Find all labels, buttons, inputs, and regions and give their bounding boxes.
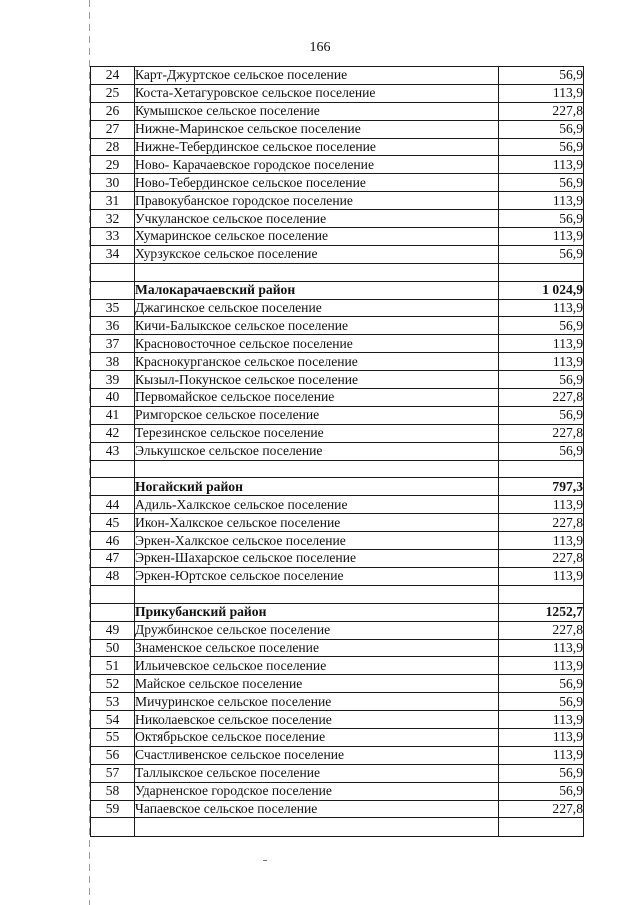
settlement-name: Таллыкское сельское поселение: [135, 764, 499, 782]
row-number: 28: [91, 138, 135, 156]
settlement-name: Кызыл-Покунское сельское поселение: [135, 371, 499, 389]
table-row: [91, 550, 584, 568]
row-value: 56,9: [499, 442, 584, 460]
table-row: [91, 782, 584, 800]
settlement-name: Ново- Карачаевское городское поселение: [135, 156, 499, 174]
row-number: 31: [91, 192, 135, 210]
settlement-name: Нижне-Маринское сельское поселение: [135, 120, 499, 138]
settlement-name: Карт-Джуртское сельское поселение: [135, 67, 499, 85]
settlement-name: Хурзукское сельское поселение: [135, 245, 499, 263]
row-value: 56,9: [499, 371, 584, 389]
row-number: 59: [91, 800, 135, 818]
table-row: [91, 728, 584, 746]
settlement-name: Мичуринское сельское поселение: [135, 693, 499, 711]
settlement-name: Ново-Тебердинское сельское поселение: [135, 174, 499, 192]
row-number: 26: [91, 102, 135, 120]
row-value: 113,9: [499, 156, 584, 174]
table-row: [91, 746, 584, 764]
table-row: [91, 192, 584, 210]
row-value: 227,8: [499, 621, 584, 639]
row-value: 113,9: [499, 299, 584, 317]
table-row: [91, 639, 584, 657]
table-row: [91, 800, 584, 818]
row-value: 56,9: [499, 406, 584, 424]
table-row: [91, 621, 584, 639]
settlement-name: Майское сельское поселение: [135, 675, 499, 693]
settlements-table: [90, 66, 584, 837]
row-value: 113,9: [499, 532, 584, 550]
row-number-empty: [91, 603, 135, 621]
district-name: Прикубанский район: [135, 603, 499, 621]
district-total: 1252,7: [499, 603, 584, 621]
row-value: 56,9: [499, 764, 584, 782]
page-number: 166: [309, 40, 331, 55]
empty-cell: [499, 460, 584, 478]
row-value: 113,9: [499, 84, 584, 102]
table-row: [91, 424, 584, 442]
settlement-name: Красновосточное сельское поселение: [135, 335, 499, 353]
empty-cell: [135, 818, 499, 837]
row-number: 46: [91, 532, 135, 550]
row-value: 113,9: [499, 353, 584, 371]
row-number: 25: [91, 84, 135, 102]
row-number: 47: [91, 550, 135, 568]
row-value: 227,8: [499, 800, 584, 818]
row-value: 113,9: [499, 639, 584, 657]
table-row: [91, 102, 584, 120]
table-row: [91, 711, 584, 729]
row-value: 113,9: [499, 335, 584, 353]
row-value: 56,9: [499, 317, 584, 335]
district-total: 797,3: [499, 478, 584, 496]
settlement-name: Дружбинское сельское поселение: [135, 621, 499, 639]
table-row: [91, 120, 584, 138]
district-name: Малокарачаевский район: [135, 281, 499, 299]
empty-cell: [91, 585, 135, 603]
row-number: 29: [91, 156, 135, 174]
settlement-name: Ильичевское сельское поселение: [135, 657, 499, 675]
row-value: 227,8: [499, 389, 584, 407]
row-value: 113,9: [499, 496, 584, 514]
table-row: [91, 138, 584, 156]
settlement-name: Чапаевское сельское поселение: [135, 800, 499, 818]
table-row: [91, 156, 584, 174]
table-row: [91, 693, 584, 711]
blank-row: [91, 460, 584, 478]
district-name: Ногайский район: [135, 478, 499, 496]
row-number: 42: [91, 424, 135, 442]
settlement-name: Римгорское сельское поселение: [135, 406, 499, 424]
row-number: 57: [91, 764, 135, 782]
table-body: [91, 67, 584, 837]
blank-row: [91, 263, 584, 281]
row-value: 227,8: [499, 514, 584, 532]
scan-speck: [263, 860, 267, 861]
row-value: 113,9: [499, 228, 584, 246]
row-number: 43: [91, 442, 135, 460]
row-number: 48: [91, 567, 135, 585]
table-row: [91, 299, 584, 317]
row-number: 36: [91, 317, 135, 335]
row-value: 56,9: [499, 67, 584, 85]
row-number-empty: [91, 281, 135, 299]
settlement-name: Николаевское сельское поселение: [135, 711, 499, 729]
row-value: 56,9: [499, 210, 584, 228]
row-number: 52: [91, 675, 135, 693]
table-row: [91, 67, 584, 85]
row-number: 54: [91, 711, 135, 729]
table-row: [91, 442, 584, 460]
row-value: 113,9: [499, 192, 584, 210]
table-row: [91, 84, 584, 102]
table-row: [91, 406, 584, 424]
row-number: 34: [91, 245, 135, 263]
row-number: 35: [91, 299, 135, 317]
blank-row: [91, 585, 584, 603]
row-number: 53: [91, 693, 135, 711]
row-value: 227,8: [499, 102, 584, 120]
blank-row: [91, 818, 584, 837]
row-number: 37: [91, 335, 135, 353]
row-number: 40: [91, 389, 135, 407]
empty-cell: [91, 818, 135, 837]
row-number: 56: [91, 746, 135, 764]
row-number: 33: [91, 228, 135, 246]
district-row: [91, 478, 584, 496]
empty-cell: [499, 818, 584, 837]
district-row: [91, 603, 584, 621]
table-row: [91, 496, 584, 514]
settlement-name: Хумаринское сельское поселение: [135, 228, 499, 246]
row-number: 24: [91, 67, 135, 85]
table-row: [91, 532, 584, 550]
table-row: [91, 764, 584, 782]
row-value: 56,9: [499, 782, 584, 800]
row-number: 55: [91, 728, 135, 746]
settlement-name: Эркен-Халкское сельское поселение: [135, 532, 499, 550]
row-number-empty: [91, 478, 135, 496]
table-row: [91, 567, 584, 585]
row-number: 39: [91, 371, 135, 389]
empty-cell: [135, 585, 499, 603]
table-row: [91, 245, 584, 263]
empty-cell: [91, 460, 135, 478]
empty-cell: [499, 585, 584, 603]
row-value: 56,9: [499, 693, 584, 711]
table-row: [91, 657, 584, 675]
table-row: [91, 335, 584, 353]
row-number: 45: [91, 514, 135, 532]
settlement-name: Учкуланское сельское поселение: [135, 210, 499, 228]
empty-cell: [91, 263, 135, 281]
settlement-name: Элькушское сельское поселение: [135, 442, 499, 460]
table-row: [91, 514, 584, 532]
settlement-name: Нижне-Тебердинское сельское поселение: [135, 138, 499, 156]
row-value: 56,9: [499, 138, 584, 156]
table-row: [91, 389, 584, 407]
row-number: 49: [91, 621, 135, 639]
settlement-name: Ударненское городское поселение: [135, 782, 499, 800]
settlement-name: Джагинское сельское поселение: [135, 299, 499, 317]
row-number: 38: [91, 353, 135, 371]
row-number: 44: [91, 496, 135, 514]
row-value: 227,8: [499, 424, 584, 442]
settlement-name: Терезинское сельское поселение: [135, 424, 499, 442]
table-row: [91, 228, 584, 246]
district-total: 1 024,9: [499, 281, 584, 299]
row-number: 27: [91, 120, 135, 138]
table-row: [91, 210, 584, 228]
row-number: 51: [91, 657, 135, 675]
settlement-name: Икон-Халкское сельское поселение: [135, 514, 499, 532]
settlement-name: Коста-Хетагуровское сельское поселение: [135, 84, 499, 102]
row-value: 113,9: [499, 657, 584, 675]
settlement-name: Адиль-Халкское сельское поселение: [135, 496, 499, 514]
settlement-name: Знаменское сельское поселение: [135, 639, 499, 657]
settlement-name: Кичи-Балыкское сельское поселение: [135, 317, 499, 335]
row-value: 56,9: [499, 120, 584, 138]
row-value: 227,8: [499, 550, 584, 568]
settlement-name: Счастливенское сельское поселение: [135, 746, 499, 764]
table-row: [91, 174, 584, 192]
row-value: 56,9: [499, 245, 584, 263]
table-row: [91, 371, 584, 389]
row-value: 56,9: [499, 675, 584, 693]
row-number: 32: [91, 210, 135, 228]
settlement-name: Кумышское сельское поселение: [135, 102, 499, 120]
row-value: 113,9: [499, 567, 584, 585]
row-number: 50: [91, 639, 135, 657]
table-row: [91, 675, 584, 693]
settlement-name: Октябрьское сельское поселение: [135, 728, 499, 746]
row-number: 41: [91, 406, 135, 424]
settlement-name: Первомайское сельское поселение: [135, 389, 499, 407]
table-row: [91, 353, 584, 371]
settlement-name: Правокубанское городское поселение: [135, 192, 499, 210]
row-value: 56,9: [499, 174, 584, 192]
row-number: 30: [91, 174, 135, 192]
district-row: [91, 281, 584, 299]
empty-cell: [135, 460, 499, 478]
empty-cell: [499, 263, 584, 281]
row-value: 113,9: [499, 746, 584, 764]
settlement-name: Эркен-Юртское сельское поселение: [135, 567, 499, 585]
table-row: [91, 317, 584, 335]
row-value: 113,9: [499, 728, 584, 746]
empty-cell: [135, 263, 499, 281]
settlement-name: Эркен-Шахарское сельское поселение: [135, 550, 499, 568]
row-number: 58: [91, 782, 135, 800]
settlement-name: Краснокурганское сельское поселение: [135, 353, 499, 371]
row-value: 113,9: [499, 711, 584, 729]
